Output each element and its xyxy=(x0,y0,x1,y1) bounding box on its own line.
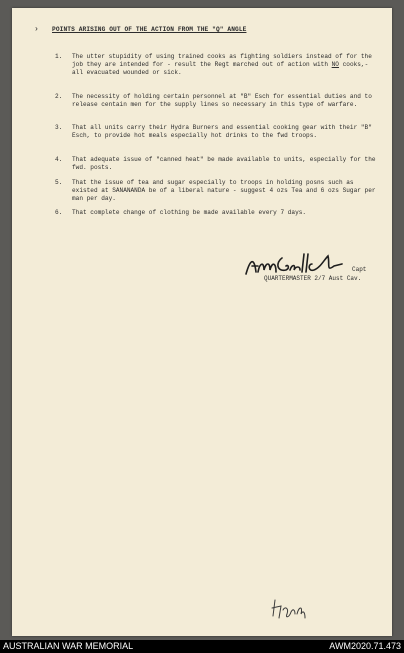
document-heading: POINTS ARISING OUT OF THE ACTION FROM THE "Q" ANGLE xyxy=(52,26,247,33)
item-text: That adequate issue of "canned heat" be made available to units, especially for the fwd. posts. xyxy=(72,156,376,172)
item-number: 6. xyxy=(55,209,63,216)
emphasis-no: NO xyxy=(331,61,339,69)
footer-institution: AUSTRALIAN WAR MEMORIAL xyxy=(3,641,134,651)
item-number: 5. xyxy=(55,179,63,186)
item-text: The utter stupidity of using trained cooks as fighting soldiers instead of for the job they are intended for - result the Regt marched out of action with NO cooks,- all evacuated wounded or sick. xyxy=(72,53,372,77)
item-number: 2. xyxy=(55,93,63,100)
margin-marker: › xyxy=(34,25,39,34)
item-number: 1. xyxy=(55,53,63,60)
item-text: That all units carry their Hydra Burners and essential cooking gear with their "B" Esch, to provide hot meals especially hot drinks to the fwd troops. xyxy=(72,124,372,140)
signatory-title: QUARTERMASTER 2/7 Aust Cav. xyxy=(264,275,362,282)
signatory-rank: Capt xyxy=(352,266,367,273)
handwritten-initials xyxy=(269,596,309,622)
item-text: The necessity of holding certain personnel at "B" Esch for essential duties and to release centain men for the supply lines so necessary in this type of warfare. xyxy=(72,93,372,109)
item-number: 3. xyxy=(55,124,63,131)
document-page xyxy=(12,8,392,636)
footer-bar xyxy=(0,640,404,653)
footer-accession-number: AWM2020.71.473 xyxy=(329,641,401,651)
item-text: That the issue of tea and sugar especially to troops in holding posns such as existed at SANANANDA be of a liberal nature - suggest 4 ozs Tea and 6 ozs Sugar per man per day. xyxy=(72,179,376,203)
item-number: 4. xyxy=(55,156,63,163)
item-text: That complete change of clothing be made available every 7 days. xyxy=(72,209,307,216)
